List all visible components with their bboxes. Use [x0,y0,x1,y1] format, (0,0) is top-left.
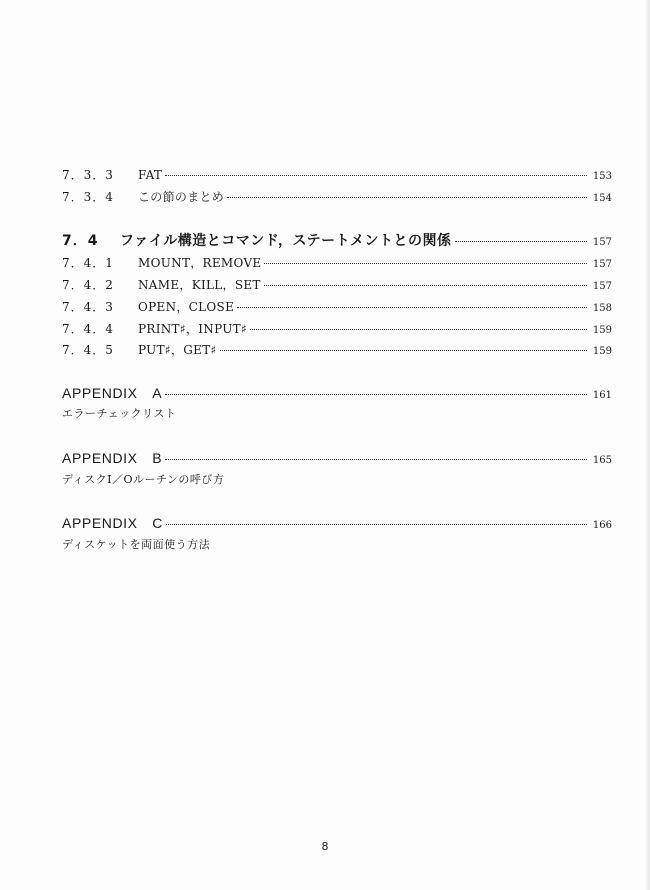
entry-title: MOUNT，REMOVE [138,256,262,270]
section-title: ファイル構造とコマンド，ステートメントとの関係 [120,233,452,249]
entry-page: 157 [592,281,612,292]
section-page: 157 [592,237,612,248]
dot-leader [237,307,587,308]
entry-title: NAME，KILL，SET [138,278,261,292]
entry-title: この節のまとめ [138,190,225,204]
entry-page: 159 [592,325,612,336]
toc-entry [62,320,612,337]
entry-page: 154 [592,193,612,204]
dot-leader [165,175,587,176]
toc-appendix [62,383,612,403]
entry-title: FAT [138,168,163,182]
entry-title: PRINT♯，INPUT♯ [138,322,248,336]
appendix-title: APPENDIX C [62,515,163,531]
appendix-subtitle: ディスクI／Oルーチンの呼び方 [62,473,225,486]
appendix-page: 165 [592,455,612,466]
entry-number: 7．4．5 [62,343,114,357]
section-number: 7．4 [62,233,99,249]
toc-entry [62,341,612,358]
appendix-subtitle: ディスケットを両面使う方法 [62,538,211,551]
page-edge-shadow [644,0,650,890]
dot-leader [166,524,587,525]
dot-leader [227,197,587,198]
entry-title: PUT♯，GET♯ [138,343,217,357]
entry-number: 7．3．4 [62,190,114,204]
toc-section-heading [62,230,612,250]
entry-page: 153 [592,171,612,182]
toc-entry [62,276,612,293]
appendix-title: APPENDIX B [62,450,163,466]
appendix-page: 166 [592,520,612,531]
entry-number: 7．3．3 [62,168,114,182]
dot-leader [165,459,587,460]
toc-appendix [62,513,612,533]
appendix-subtitle: エラーチェックリスト [62,407,177,420]
toc-appendix [62,448,612,468]
toc-entry [62,166,612,183]
entry-number: 7．4．2 [62,278,114,292]
dot-leader [165,394,587,395]
dot-leader [250,329,587,330]
dot-leader [264,263,587,264]
page-number: 8 [321,840,329,853]
toc-entry [62,254,612,271]
dot-leader [220,350,587,351]
appendix-page: 161 [592,390,612,401]
dot-leader [455,241,587,242]
entry-title: OPEN，CLOSE [138,300,235,314]
appendix-title: APPENDIX A [62,385,163,401]
toc-entry [62,298,612,315]
entry-number: 7．4．4 [62,322,114,336]
entry-number: 7．4．1 [62,256,114,270]
dot-leader [264,285,587,286]
entry-page: 159 [592,346,612,357]
entry-page: 157 [592,259,612,270]
entry-page: 158 [592,303,612,314]
toc-entry [62,188,612,205]
entry-number: 7．4．3 [62,300,114,314]
